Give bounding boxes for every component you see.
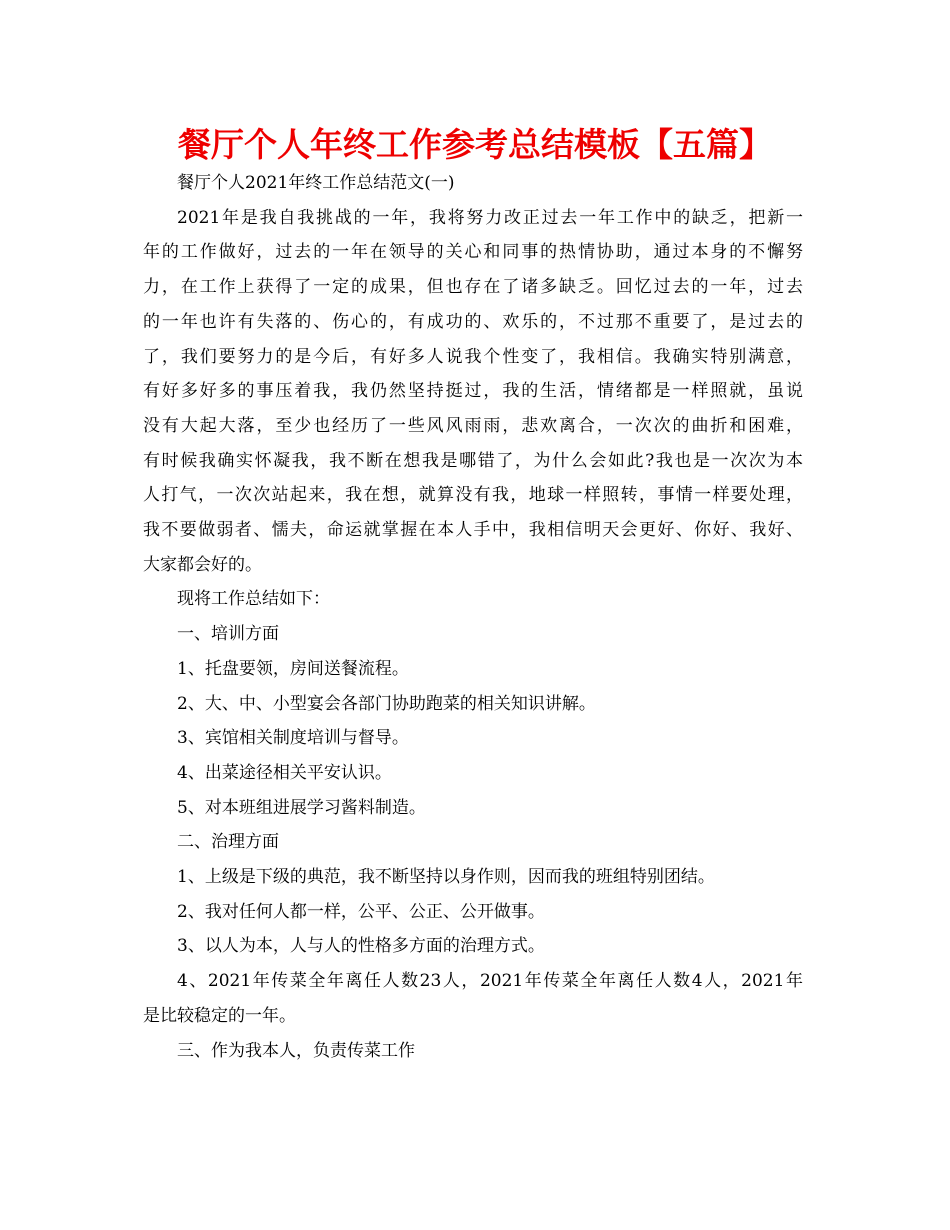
list-item: 2、我对任何人都一样，公平、公正、公开做事。 (177, 901, 545, 922)
list-item: 1、上级是下级的典范，我不断坚持以身作则，因而我的班组特别团结。 (177, 867, 715, 888)
paragraph-line: 没有大起大落，至少也经历了一些风风雨雨，悲欢离合，一次次的曲折和困难， (143, 415, 803, 436)
section-heading-management: 二、治理方面 (177, 832, 279, 853)
paragraph-line: 力，在工作上获得了一定的成果，但也存在了诸多缺乏。回忆过去的一年，过去 (143, 277, 803, 298)
section-heading-training: 一、培训方面 (177, 624, 279, 645)
paragraph-line: 2021年是我自我挑战的一年，我将努力改正过去一年工作中的缺乏，把新一 (177, 207, 803, 228)
intro-paragraph (143, 201, 803, 583)
document-title: 餐厅个人年终工作参考总结模板【五篇】 (178, 125, 772, 164)
paragraph-line: 是比较稳定的一年。 (143, 1005, 296, 1026)
paragraph-line: 年的工作做好，过去的一年在领导的关心和同事的热情协助，通过本身的不懈努 (143, 242, 803, 263)
list-item: 5、对本班组进展学习酱料制造。 (177, 797, 426, 818)
paragraph-line: 了，我们要努力的是今后，有好多人说我个性变了，我相信。我确实特别满意， (143, 346, 803, 367)
section-heading-personal: 三、作为我本人，负责传菜工作 (177, 1040, 415, 1061)
summary-intro: 现将工作总结如下： (177, 589, 330, 610)
list-item: 4、出菜途径相关平安认识。 (177, 762, 392, 783)
list-item (143, 964, 803, 1033)
subtitle: 餐厅个人2021年终工作总结范文(一) (177, 173, 455, 193)
list-item: 2、大、中、小型宴会各部门协助跑菜的相关知识讲解。 (177, 693, 596, 714)
list-item: 1、托盘要领，房间送餐流程。 (177, 658, 409, 679)
paragraph-line: 大家都会好的。 (143, 554, 262, 575)
document-body (143, 166, 803, 1068)
paragraph-line: 有好多好多的事压着我，我仍然坚持挺过，我的生活，情绪都是一样照就，虽说 (143, 381, 803, 402)
list-item: 3、以人为本，人与人的性格多方面的治理方式。 (177, 936, 545, 957)
paragraph-line: 有时候我确实怀凝我，我不断在想我是哪错了，为什么会如此?我也是一次次为本 (143, 450, 803, 471)
paragraph-line: 的一年也许有失落的、伤心的，有成功的、欢乐的，不过那不重要了，是过去的 (143, 311, 803, 332)
paragraph-line: 我不要做弱者、懦夫，命运就掌握在本人手中，我相信明天会更好、你好、我好、 (143, 520, 803, 541)
list-item: 3、宾馆相关制度培训与督导。 (177, 728, 409, 749)
paragraph-line: 4、2021年传菜全年离任人数23人，2021年传菜全年离任人数4人，2021年 (177, 971, 803, 992)
paragraph-line: 人打气，一次次站起来，我在想，就算没有我，地球一样照转，事情一样要处理， (143, 485, 803, 506)
